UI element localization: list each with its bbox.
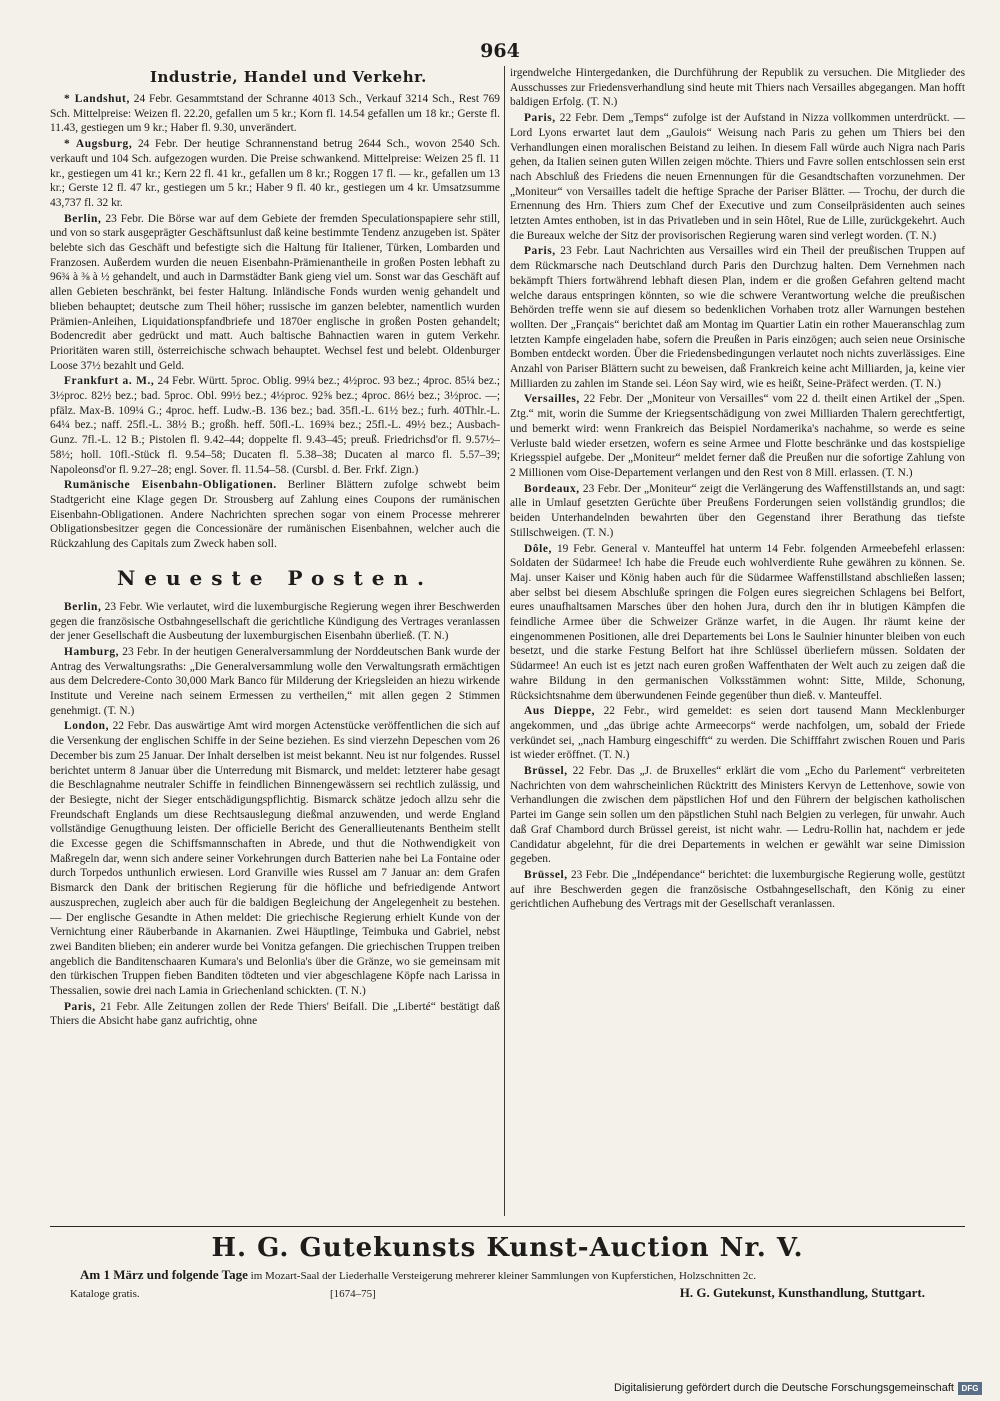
dfg-logo: DFG	[958, 1382, 982, 1395]
article-text: 22 Febr. Dem „Temps“ zufolge ist der Aufstand in Nizza vollkommen unterdrückt. — Lord Lyons erwartet laut dem „Gaulois“ Weisung nach Paris zu gehen um Thiers bei den Verhandlungen einen moralischen Beistand zu leihen. In diesem Fall würde auch Nigra nach Paris gehen, da Italien seinen guten Willen zeigen möchte. Thiers und Favre sollen entschlossen sein erst nach Abschluß des Friedens die neuen Ernennungen für die Gesandtschaften vorzunehmen. Der „Moniteur“ von Versailles tadelt die heftige Sprache der Pariser Blätter. — Trochu, der durch die Ernennung des Hrn. Thiers zum Chef der Executive und zum Conseilpräsidenten auch seines letzten Amtes enthoben, ist in das Privatleben und in sein Hôtel, Rue de Lille, zurückgekehrt. Auch die Bureaux welche der Sitz der provisorischen Regierung waren sind verlegt worden. (T. N.)	[510, 112, 965, 242]
article-dateline: Berlin,	[64, 212, 102, 225]
article-text: 23 Febr. In der heutigen Generalversammlung der Norddeutschen Bank wurde der Antrag des Verwaltungsraths: „Die Generalversammlung wolle den Verwaltungsrath ermächtigen aus dem Delcredere-Conto 30,000 Mark Banco für Milderung der Kriegsleiden an hiezu wirkende Institute und Vereine nach seinem Ermessen zu vertheilen,“ mit allen gegen 2 Stimmen genehmigt. (T. N.)	[50, 645, 500, 717]
news-article	[50, 1000, 500, 1029]
left-column	[50, 66, 500, 1216]
article-text: 23 Febr. Der „Moniteur“ zeigt die Verlängerung des Waffenstillstands an, und sagt: alle in Umlauf gesetzten Gerüchte über Preußens Forderungen seien vollständig grundlos; die beiden Unterhandelnden bewahrten über den Gegenstand ihrer Berathung das tiefste Stillschweigen. (T. N.)	[510, 482, 965, 539]
article-text: 23 Febr. Wie verlautet, wird die luxemburgische Regierung wegen ihrer Beschwerden gegen die französische Ostbahngesellschaft die gerichtliche Kündigung des Vertrages veranlassen der jener Gesellschaft die Ausbeutung der luxemburgischen Eisenbahn überließ. (T. N.)	[50, 600, 500, 643]
section-title-neueste-posten: Neueste Posten.	[116, 565, 434, 590]
column-divider	[504, 66, 505, 1216]
industrie-article	[50, 478, 500, 552]
neueste-posten-articles	[50, 600, 500, 1029]
article-dateline: * Augsburg,	[64, 138, 133, 151]
ad-title: H. G. Gutekunsts Kunst-Auction Nr. V.	[211, 1233, 804, 1263]
article-text: 22 Febr. Das auswärtige Amt wird morgen Actenstücke veröffentlichen die sich auf die Versenkung der englischen Schiffe in der Seine beziehen. Es sind vierzehn Depeschen vom 26 December bis zum 25 Januar. Der Inhalt derselben ist meist bekannt. Neu ist nur folgendes. Russel berichtet unterm 8 Januar über die Unterredung mit Bismarck, und meldet: letzterer habe gesagt die Beschlagnahme neutraler Schiffe in feindlichen Binnengewässern sei rechtlich zulässig, und der Besiegte, nicht der Sieger entschädigungspflichtig. Bismarck schätze jedoch allzu sehr die Freundschaft Englands um diese Rechtsauslegung dießmal anzuwenden, und werde England vollständige Genugthuung leisten. Der officielle Bericht des Generallieutenants Bentheim stellt die Excesse gegen die Schiffsmannschaften in Abrede, und thut die Nothwendigkeit von Maßregeln dar, wenn sich andere seiner Vorkehrungen durch Batterien nahe bei La Fontaine oder durch Torpedos unthunlich erwiesen. Lord Granville wies Russel am 7 Januar an: dem Grafen Bismarck den Dank der britischen Regierung für die höfliche und befriedigende Antwort auszusprechen, zugleich aber auch für die baldigen Begleichung der Angelegenheit zu bestehen. — Der englische Gesandte in Athen meldet: Die griechische Regierung erhielt Kunde von der Vernichtung einer Räuberbande in Akarnanien. Zwei Häuptlinge, Teimbuka und Gabriel, nebst zwei Banditen blieben; ein anderer wurde bei Vonitza gefangen. Die griechischen Truppen treiben angeblich die Banditenschaaren Kumara's und Belonlia's über die Gränze, wo sie gemeinsam mit den türkischen Truppen fieben Banditen tödteten und vier abgeschlagene Köpfe nach Larissa in Thessalien, sowie drei nach Lamia in Griechenland schickten. (T. N.)	[50, 720, 500, 998]
article-dateline: Aus Dieppe,	[524, 705, 596, 718]
article-text: 21 Febr. Alle Zeitungen zollen der Rede Thiers' Beifall. Die „Liberté“ bestätigt daß Thiers die Absicht habe ganz aufrichtig, ohne	[50, 1000, 500, 1028]
article-text: Berliner Blättern zufolge schwebt beim Stadtgericht eine Klage gegen Dr. Strousberg auf Zahlung eines Coupons der rumänischen Eisenbahn-Obligationen. Andere Nachrichten sprechen sogar von einem Processe mehrerer Obligationsbesitzer gegen die Concessionäre der rumänischen Eisenbahnen, welcher auch die Rückzahlung des Capitals zum Zweck haben soll.	[50, 479, 500, 551]
article-dateline: Rumänische Eisenbahn-Obligationen.	[64, 479, 277, 492]
section-title-industrie: Industrie, Handel und Verkehr.	[150, 68, 427, 86]
news-article	[50, 645, 500, 719]
news-article	[510, 868, 965, 912]
article-dateline: * Landshut,	[64, 93, 130, 105]
ad-catalog-note: Kataloge gratis.	[70, 1288, 140, 1300]
industrie-articles	[50, 92, 500, 552]
news-article	[510, 111, 965, 243]
article-text: 19 Febr. General v. Manteuffel hat unterm 14 Febr. folgenden Armeebefehl erlassen: Soldaten der Südarmee! Ich habe die Freude euch wohlverdiente Ruhe gewähren zu können. Se. Maj. unser Kaiser und König haben auch für die Südarmee Waffenstillstand abschließen lassen; aber selbst bei diesem Abschluße springen die Folgen eures siegreichen Schlagens bei Belfort, eures unaufhaltsamen Marsches über den hohen Jura, durch den ihr in blutigen Kämpfen die feindliche Armee über die Schweizer Gränze warfet, in die Augen. Ihr räumt keine der eingenommenen Positionen, alle drei Departements bei Lons le Saulnier hinunter bleiben von euch besetzt, und die starke Festung Belfort hat ihre Schlüssel überliefern müssen. Soldaten der Südarmee! An euch ist es jetzt nach euren großen Waffenthaten der Welt auch zu zeigen daß die wahre Bildung in den germanischen Volksstämmen wohnt: Sitte, Milde, Schonung, Rücksichtsnahme dem überwundenen Feinde gegenüber thun dieß. v. Manteuffel.	[510, 542, 965, 702]
article-dateline: Bordeaux,	[524, 482, 580, 495]
article-dateline: Paris,	[524, 112, 556, 125]
ad-details	[50, 1267, 965, 1283]
article-text: 24 Febr. Gesammtstand der Schranne 4013 Sch., Verkauf 3214 Sch., Rest 769 Sch. Mittelpreise: Weizen fl. 22.20, gefallen um 5 kr.; Korn fl. 14.54 gefallen um 18 kr.; Gerste fl. 11.43, gestiegen um 9 kr.; Haber fl. 9.30, unverändert.	[50, 93, 500, 135]
news-article	[510, 482, 965, 541]
ad-footer-line	[50, 1285, 965, 1303]
auction-advertisement	[50, 1226, 965, 1303]
industrie-article	[50, 374, 500, 477]
article-text: 22 Febr. Der „Moniteur von Versailles“ vom 22 d. theilt einen Artikel der „Spen. Ztg.“ mit, worin die Summe der Kriegsentschädigung von zwei Milliarden Thalern gerechtfertigt, und bemerkt wird: wenn Frankreich das Beispiel Nordamerika's nachahme, so werde es seine Verluste bald wieder ersetzen, wofern es seine Armee und Flotte beschränke und das kostspielige Kriegsspiel aufgebe. Der „Moniteur“ meldet ferner daß die Preußen nur die sofortige Zahlung von 2 Millionen vom Oise-Departement verlangen und den Rest von 8 Mill. erlassen. (T. N.)	[510, 393, 965, 479]
news-article	[510, 542, 965, 704]
article-dateline: Paris,	[64, 1000, 96, 1013]
article-dateline: Dôle,	[524, 542, 552, 555]
article-text: 23 Febr. Laut Nachrichten aus Versailles wird ein Theil der preußischen Truppen auf dem Rückmarsche nach Deutschland durch Paris den Durchzug halten. Dem Vernehmen nach bekämpft Thiers fortwährend lebhaft diesen Plan, indem er die großen Gefahren geltend macht welche daraus entspringen könnten, so wie die schwere Verantwortung welche die preußischen Behörden treffe wenn sie auf diesem so bedenklichen Vorhaben trotz aller Warnungen bestehen wollten. Der „Français“ berichtet daß am Montag im Quartier Latin ein rother Maueranschlag zum letzten Kampfe eingeladen habe, sofern die Preußen in Paris einzögen; auch seien neue Orsinische Bomben entdeckt worden. Über die Friedensbedingungen verlautet noch nichts zuverlässiges. Eine Anzahl von Pariser Blättern sucht zu beweisen, daß Frankreich keine acht Milliarden, ja, keine vier Milliarden zu zahlen im Stande sei. Léon Say wird, wie es heißt, Seine-Präfect werden. (T. N.)	[510, 245, 965, 390]
right-column	[510, 66, 965, 1216]
news-article	[510, 392, 965, 480]
article-dateline: Versailles,	[524, 393, 580, 406]
article-text: 24 Febr. Württ. 5proc. Oblig. 99¼ bez.; 4½proc. 93 bez.; 4proc. 85¼ bez.; 3½proc. 82½ bez.; bad. 5proc. Obl. 99½ bez.; 4½proc. 92⅝ bez.; 4proc. 86½ bez.; 3½proc. —; pfälz. Max-B. 109¼ G.; 4proc. heff. Ludw.-B. 136 bez.; bad. 35fl.-L. 61½ bez.; furh. 40Thlr.-L. 64¼ bez.; naff. 25fl.-L. 38½ B.; großh. heff. 50fl.-L. 169¾ bez.; 25fl.-L. 49½ bez.; Ausbach-Gunz. 7fl.-L. 12 B.; Pistolen fl. 9.42–44; doppelte fl. 9.43–45; preuß. Friedrichsd'or fl. 9.57½–58½; holl. 10fl.-Stück fl. 9.54–58; Ducaten fl. 5.38–38; Ducaten al marco fl. 5.57–39; Napoleonsd'or fl. 9.27–28; engl. Sover. fl. 11.54–58. (Cursbl. d. Ber. Frkf. Zign.)	[50, 375, 500, 476]
news-article	[50, 600, 500, 644]
article-text: 24 Febr. Der heutige Schrannenstand betrug 2644 Sch., wovon 2540 Sch. verkauft und 104 Sch. aufgezogen wurden. Die Preise schwankend. Mittelpreise: Weizen 25 fl. 11 kr., gestiegen um 41 kr.; Kern 22 fl. 41 kr., gefallen um 8 kr.; Roggen 17 fl. — kr., gefallen um 13 kr.; Gerste 12 fl. 47 kr., gestiegen um 5 kr.; Haber 9 fl. 40 kr., gestiegen um 4 kr. Umsatzsumme 43,737 fl. 32 kr.	[50, 138, 500, 209]
news-article	[510, 764, 965, 867]
right-articles	[510, 111, 965, 912]
news-article	[50, 719, 500, 998]
industrie-article	[50, 92, 500, 136]
news-article	[510, 704, 965, 763]
article-text: 23 Febr. Die „Indépendance“ berichtet: die luxemburgische Regierung wolle, gestützt auf ihre Beschwerden gegen die französische Ostbahngesellschaft, den König zu einer gerichtlichen Aufhebung des Vertrags mit der Gesellschaft veranlassen.	[510, 868, 965, 911]
ad-reference-number: [1674–75]	[330, 1288, 376, 1300]
article-dateline: Frankfurt a. M.,	[64, 375, 155, 388]
article-dateline: Brüssel,	[524, 765, 568, 778]
article-dateline: Paris,	[524, 245, 556, 258]
ad-date: Am 1 März und folgende Tage	[80, 1267, 248, 1282]
ad-venue: im Mozart-Saal der Liederhalle Versteigerung mehrerer kleiner Sammlungen von Kupferstichen, Holzschnitten 2c.	[250, 1270, 756, 1282]
ad-firm-name: H. G. Gutekunst, Kunsthandlung, Stuttgart.	[679, 1285, 925, 1300]
industrie-article	[50, 137, 500, 211]
news-article	[510, 244, 965, 391]
article-text: 22 Febr., wird gemeldet: es seien dort tausend Mann Mecklenburger angekommen, und „das übrige achte Armeecorps“ werde nachfolgen, um, sobald der Friede verkündet sei, „nach Hamburg eingeschifft“ zu werden. Die Schifffahrt zwischen Rouen und Paris ist wieder eröffnet. (T. N.)	[510, 705, 965, 762]
article-text: 22 Febr. Das „J. de Bruxelles“ erklärt die vom „Echo du Parlement“ verbreiteten Nachrichten von dem wahrscheinlichen Rücktritt des Ministers Kervyn de Lettenhove, sowie von Verhandlungen die zwischen dem päpstlichen Hof und den Führern der belgischen katholischen Partei im Gange sein sollen um den päpstlichen Stuhl nach Belgien zu verlegen, für unwahr. Auch daß Graf Chambord durch Brüssel gereist, ist nicht wahr. — Ledru-Rollin hat, nachdem er jede Candidatur abgelehnt, für die drei Departements in welchen er gewählt war seine Dimission gegeben.	[510, 765, 965, 866]
article-continuation: irgendwelche Hintergedanken, die Durchführung der Republik zu versuchen. Die Mitglieder des Ausschusses zur Friedensverhandlung sind heute mit Thiers nach Versailles abgegangen. Man hofft baldigen Erfolg. (T. N.)	[510, 67, 965, 109]
industrie-article	[50, 212, 500, 374]
article-dateline: Berlin,	[64, 600, 102, 613]
digitization-footer	[0, 1378, 1000, 1401]
page-number: 964	[480, 40, 520, 62]
article-dateline: Brüssel,	[524, 868, 568, 881]
article-dateline: London,	[64, 720, 110, 733]
funding-credit: Digitalisierung gefördert durch die Deutsche Forschungsgemeinschaft	[614, 1382, 954, 1394]
article-dateline: Hamburg,	[64, 645, 120, 658]
article-text: 23 Febr. Die Börse war auf dem Gebiete der fremden Speculationspapiere sehr still, und von so stark ausgeprägter Geschäftsunlust daß keine bestimmte Tendenz anzugeben ist. Später belebte sich das Geschäft und befestigte sich die Haltung für Italiener, Türken, Lombarden und Franzosen. Außerdem wurden die neuen Eisenbahn-Prämienantheile in großen Posten lebhaft zu 96¾ à ⅜ à ½ gehandelt, und auch in Darmstädter Bank gieng viel um. Sonst war das Geschäft auf allen Gebieten beschränkt, bei fester Haltung. Inländische Fonds wurden wenig gehandelt und blieben behauptet; deutsche zum Theil höher; russische im ganzen belebter, namentlich wurden Prämien-Anleihen, Liquidationspfandbriefe und 1870er englische in großen Posten gehandelt; Bodencredit aber gedrückt und matt. Auch baltische Bahnactien waren in gutem Verkehr. Prioritäten waren still, österreichische schwach behauptet. Wechsel fest und belebt. Oldenburger Loose 37½ bezahlt und Geld.	[50, 212, 500, 372]
